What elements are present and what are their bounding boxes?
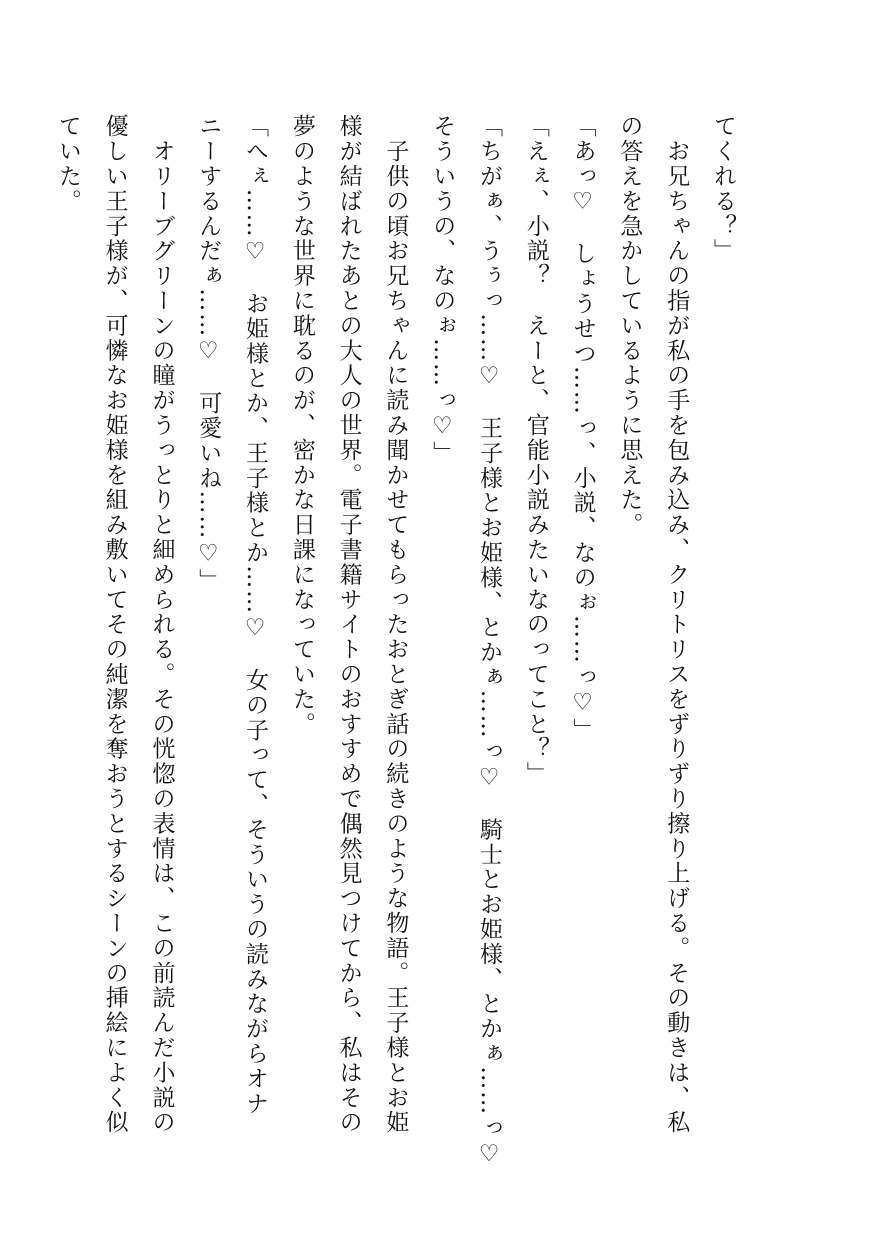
text-line: 「ちがぁ、うぅっ……♡ 王子様とお姫様、とかぁ……っ♡ 騎士とお姫様、とかぁ……っ♡	[476, 114, 503, 1169]
text-line: ニーするんだぁ……♡ 可愛いね……♡」	[195, 114, 222, 594]
text-line: 「へぇ……♡ お姫様とか、王子様とか……♡ 女の子って、そういうの読みながらオナ	[242, 114, 269, 1116]
text-line: てくれる？」	[710, 114, 736, 264]
text-line: 夢のような世界に耽るのが、密かな日課になっていた。	[288, 114, 315, 737]
text-line: オリーブグリーンの瞳がうっとりと細められる。その恍惚の表情は、この前読んだ小説の	[148, 114, 175, 1135]
text-line: お兄ちゃんの指が私の手を包み込み、クリトリスをずりずり擦り上げる。その動きは、私	[663, 114, 690, 1135]
text-line: 「あっ♡ しょうせつ……っ、小説、なのぉ……っ♡」	[569, 114, 596, 743]
text-line: の答えを急かしているように思えた。	[616, 114, 643, 538]
text-line: そういうの、なのぉ……っ♡」	[429, 114, 456, 466]
text-line: 子供の頃お兄ちゃんに読み聞かせてもらったおとぎ話の続きのような物語。王子様とお姫	[382, 114, 409, 1135]
text-line: ていた。	[54, 114, 81, 214]
text-line: 優しい王子様が、可憐なお姫様を組み敷いてその純潔を奪おうとするシーンの挿絵によく似	[101, 114, 128, 1135]
vertical-text-body	[44, 114, 746, 1169]
text-line: 様が結ばれたあとの大人の世界。電子書籍サイトのおすすめで偶然見つけてから、私はその	[335, 114, 362, 1135]
text-line: 「えぇ、小説？ えーと、官能小説みたいなのってこと？」	[522, 114, 549, 787]
